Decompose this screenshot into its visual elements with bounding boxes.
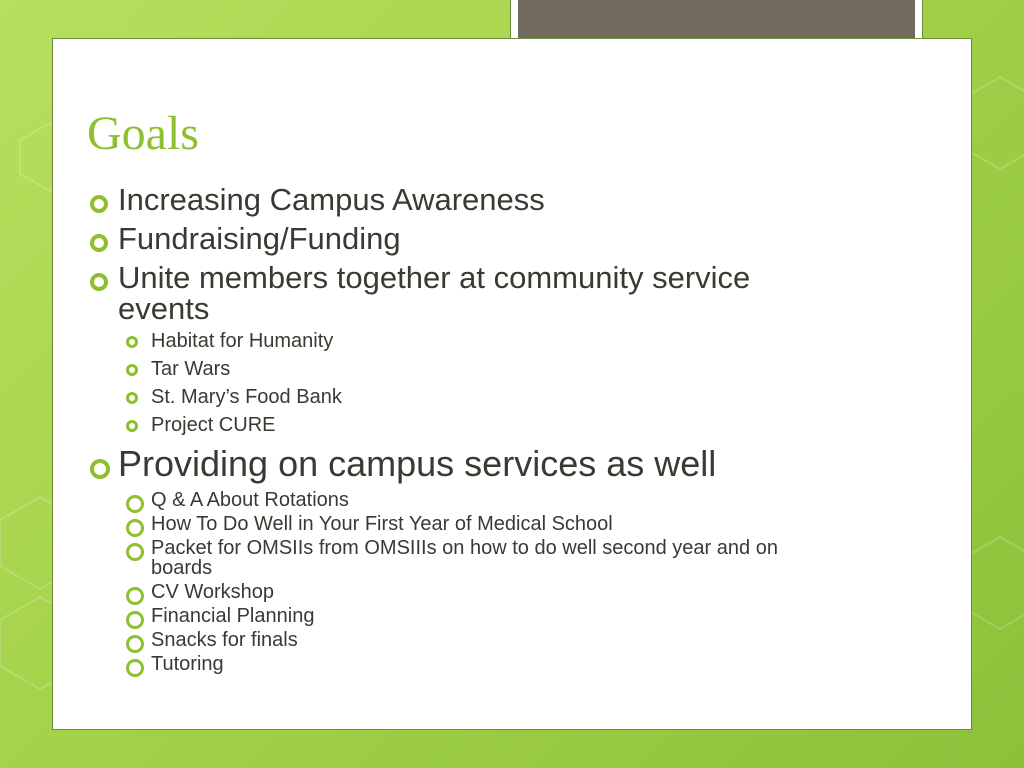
ring-bullet-icon (126, 659, 144, 677)
bullet-item (86, 262, 846, 436)
slide-title: Goals (87, 107, 199, 160)
sub-bullet-item (86, 606, 846, 626)
sub-bullet-item (86, 538, 846, 578)
sub-bullet-text: Tar Wars (151, 358, 231, 380)
ring-bullet-icon (126, 519, 144, 537)
sub-bullet-text: Q & A About Rotations (151, 489, 349, 511)
sub-bullet-text: Financial Planning (151, 605, 315, 627)
ring-bullet-icon (126, 635, 144, 653)
ring-bullet-icon (126, 420, 138, 432)
sub-bullet-text: CV Workshop (151, 581, 275, 603)
ring-bullet-icon (126, 587, 144, 605)
sub-bullet-list (118, 490, 846, 674)
bullet-list (86, 184, 846, 684)
sub-bullet-text: Project CURE (151, 414, 276, 436)
bullet-item (86, 443, 846, 675)
ring-bullet-icon (126, 543, 144, 561)
sub-bullet-item (86, 330, 846, 352)
sub-bullet-item (86, 582, 846, 602)
bullet-item (86, 223, 846, 254)
ring-bullet-icon (126, 392, 138, 404)
bullet-text: Increasing Campus Awareness (118, 182, 545, 217)
sub-bullet-text: St. Mary’s Food Bank (151, 386, 342, 408)
ring-bullet-icon (90, 273, 108, 291)
sub-bullet-item (86, 358, 846, 380)
bullet-item (86, 184, 846, 215)
sub-bullet-item (86, 386, 846, 408)
sub-bullet-item (86, 514, 846, 534)
ring-bullet-icon (90, 459, 110, 479)
sub-bullet-item (86, 654, 846, 674)
sub-bullet-item (86, 414, 846, 436)
ring-bullet-icon (126, 336, 138, 348)
bullet-text: Unite members together at community service events (118, 260, 751, 326)
sub-bullet-item (86, 630, 846, 650)
sub-bullet-text: Habitat for Humanity (151, 330, 334, 352)
sub-bullet-text: Packet for OMSIIs from OMSIIIs on how to do well second year and on boards (151, 537, 778, 579)
ring-bullet-icon (126, 611, 144, 629)
ring-bullet-icon (126, 495, 144, 513)
ring-bullet-icon (90, 234, 108, 252)
sub-bullet-text: Tutoring (151, 653, 224, 675)
sub-bullet-text: How To Do Well in Your First Year of Medical School (151, 513, 613, 535)
sub-bullet-list (118, 330, 846, 436)
sub-bullet-item (86, 490, 846, 510)
bullet-text: Providing on campus services as well (118, 443, 717, 484)
bullet-text: Fundraising/Funding (118, 221, 401, 256)
ring-bullet-icon (90, 195, 108, 213)
ring-bullet-icon (126, 364, 138, 376)
sub-bullet-text: Snacks for finals (151, 629, 298, 651)
